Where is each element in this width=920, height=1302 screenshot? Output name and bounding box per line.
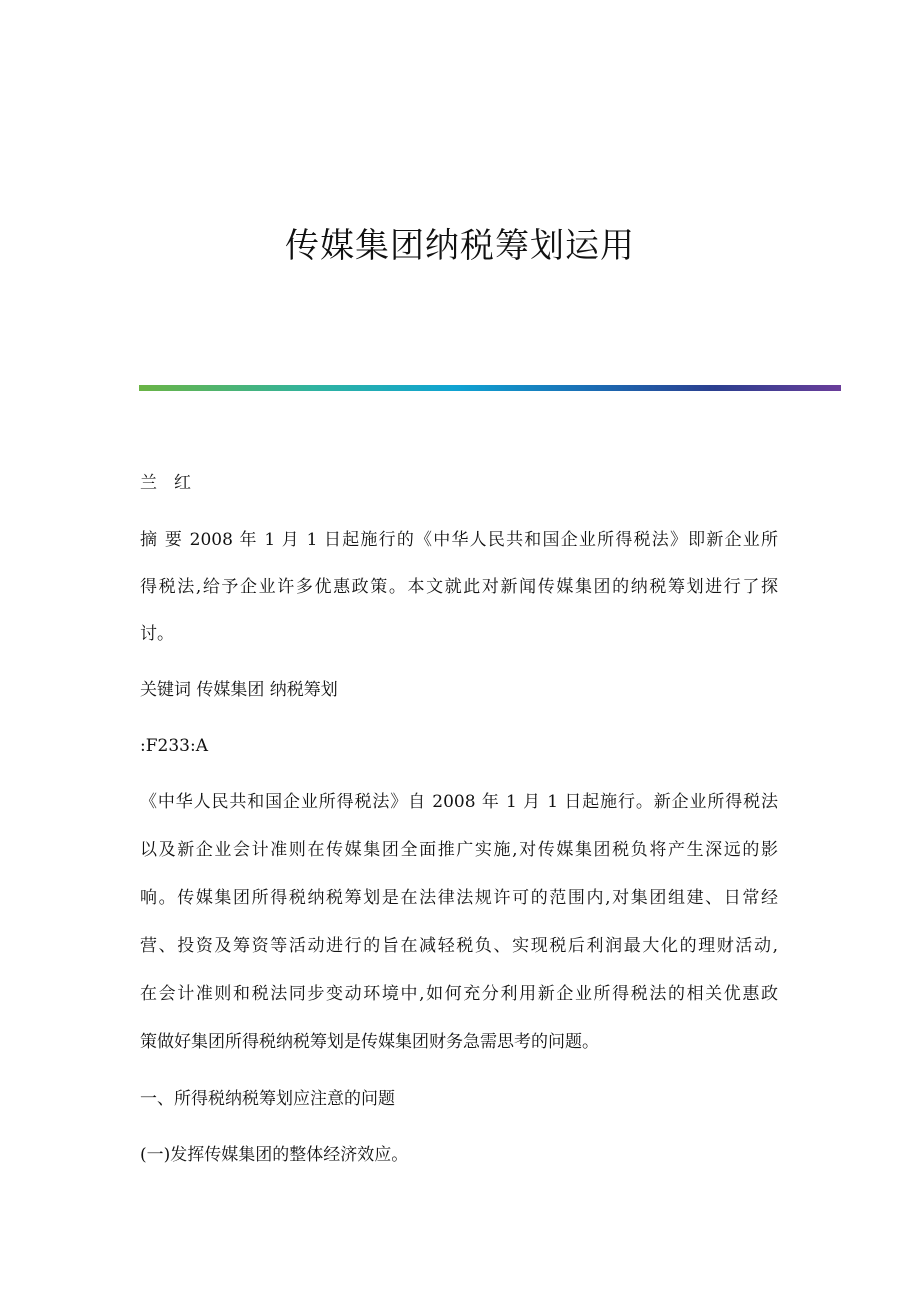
body-line: 《中华人民共和国企业所得税法》自 2008 年 1 月 1 日起施行。新企业所得税法: [140, 792, 778, 812]
body-line: 响。传媒集团所得税纳税筹划是在法律法规许可的范围内,对集团组建、日常经: [140, 888, 778, 908]
body-line: 以及新企业会计准则在传媒集团全面推广实施,对传媒集团税负将产生深远的影: [140, 840, 778, 860]
document-title: 传媒集团纳税筹划运用: [285, 226, 635, 266]
body-line: 营、投资及筹资等活动进行的旨在减轻税负、实现税后利润最大化的理财活动,: [140, 936, 778, 956]
subsection-heading: (一)发挥传媒集团的整体经济效应。: [140, 1145, 409, 1165]
section-heading: 一、所得税纳税筹划应注意的问题: [140, 1089, 395, 1109]
keywords: 关键词 传媒集团 纳税筹划: [140, 680, 338, 700]
title-divider-gradient-bar: [139, 385, 841, 391]
abstract-line: 得税法,给予企业许多优惠政策。本文就此对新闻传媒集团的纳税筹划进行了探: [140, 577, 778, 597]
abstract-line: 讨。: [140, 624, 174, 644]
abstract-line: 摘 要 2008 年 1 月 1 日起施行的《中华人民共和国企业所得税法》即新企业所: [140, 530, 778, 550]
body-line: 策做好集团所得税纳税筹划是传媒集团财务急需思考的问题。: [140, 1032, 599, 1052]
author: 兰 红: [140, 473, 191, 493]
body-line: 在会计准则和税法同步变动环境中,如何充分利用新企业所得税法的相关优惠政: [140, 984, 778, 1004]
classification-code: :F233:A: [140, 736, 208, 756]
